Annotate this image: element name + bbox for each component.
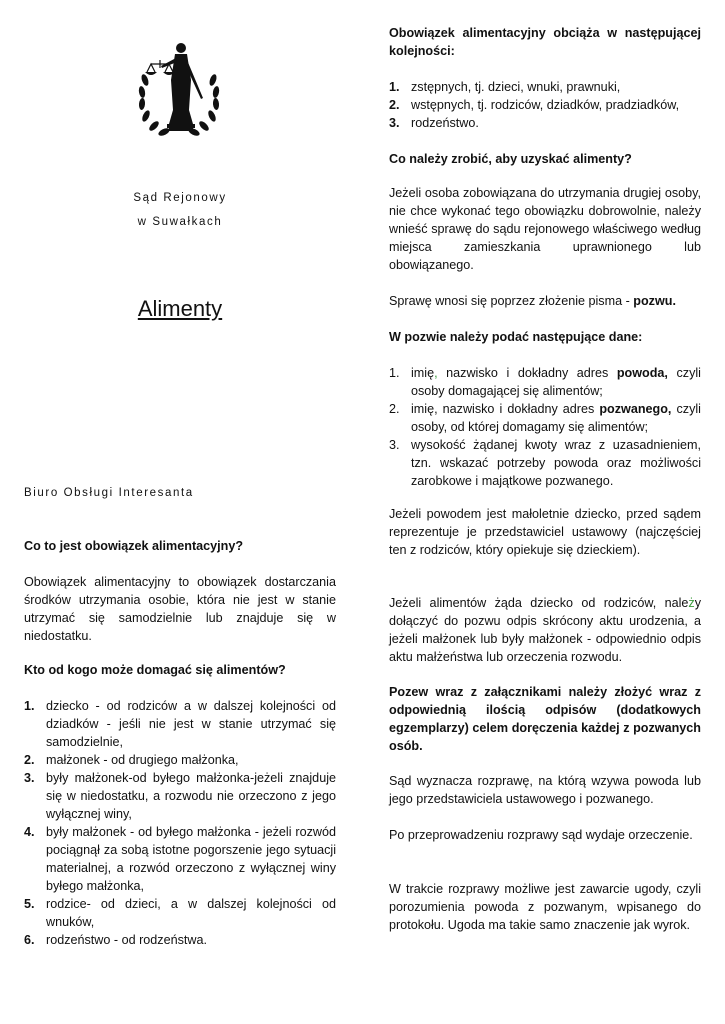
paragraph-settlement: W trakcie rozprawy możliwe jest zawarcie ugody, czyli porozumienia powoda z pozwanym, wpisanego do protokołu. Ugoda ma takie samo znaczenie jak wyrok. (389, 882, 701, 932)
list-item: 2. imię, nazwisko i dokładny adres pozwanego, czyli osoby, od której domagamy się alimentów; (389, 402, 701, 434)
paragraph-hearing: Sąd wyznacza rozprawę, na którą wzywa powoda lub jego przedstawiciela ustawowego i pozwanego. (389, 774, 701, 806)
answer-what-is: Obowiązek alimentacyjny to obowiązek dostarczania środków utrzymania osobie, która nie jest w stanie utrzymać się samodzielnie lub znajduje się w niedostatku. (24, 575, 336, 643)
list-item: 3. wysokość żądanej kwoty wraz z uzasadnieniem, tzn. wskazać potrzeby powoda oraz możliwości zarobkowe i majątkowe pozwanego. (389, 438, 701, 488)
justice-logo-icon (133, 40, 225, 140)
question-who: Kto od kogo może domagać się alimentów? (24, 663, 286, 677)
court-city: w Suwałkach (137, 216, 223, 228)
list-item: 1. dziecko - od rodziców a w dalszej kolejności od dziadków - jeśli nie jest w stanie utrzymać się samodzielnie, (24, 699, 336, 749)
list-item: 4. były małżonek - od byłego małżonka - jeżeli rozwód pociągnął za sobą istotne pogorszenie jego sytuacji materialnej, a rozwód orzeczono z wyłącznej winy byłego małżonka, (24, 825, 336, 893)
office-name: Biuro Obsługi Interesanta (24, 487, 194, 499)
paragraph-minor: Jeżeli powodem jest małoletnie dziecko, przed sądem reprezentuje je przedstawiciel ustawowy (najczęściej ten z rodziców, który opiekuje się dzieckiem). (389, 507, 701, 557)
list-item: 2. wstępnych, tj. rodziców, dziadków, pradziadków, (389, 98, 680, 112)
paragraph-copies: Pozew wraz z załącznikami należy złożyć wraz z odpowiednią ilością odpisów (dodatkowych egzemplarzy) celem doręczenia każdej z pozwanych osób. (389, 685, 701, 753)
list-item: 3. rodzeństwo. (389, 116, 479, 130)
list-item: 5. rodzice- od dzieci, a w dalszej kolejności od wnuków, (24, 897, 336, 929)
paragraph-documents: Jeżeli alimentów żąda dziecko od rodziców, należy dołączyć do pozwu odpis skrócony aktu urodzenia, a jeżeli małżonek lub były małżonek - odpowiednio odpis aktu małżeństwa lub orzeczenia rozwodu. (389, 596, 701, 664)
court-name: Sąd Rejonowy (133, 192, 227, 204)
paragraph-obligation: Jeżeli osoba zobowiązana do utrzymania drugiej osoby, nie chce wykonać tego obowiązku dobrowolnie, należy wnieść sprawę do sądu rejonowego właściwego według miejsca zamieszkania uprawnionego lub obowiązanego. (389, 186, 701, 272)
page-title: Alimenty (137, 296, 223, 321)
list-item: 3. były małżonek-od byłego małżonka-jeżeli znajduje się w niedostatku, a rozwodu nie orzeczono z jego wyłącznej winy, (24, 771, 336, 821)
paragraph-judgment: Po przeprowadzeniu rozprawy sąd wydaje orzeczenie. (389, 828, 693, 842)
question-what-is: Co to jest obowiązek alimentacyjny? (24, 539, 244, 553)
paragraph-lawsuit: Sprawę wnosi się poprzez złożenie pisma - pozwu. (389, 294, 676, 308)
list-item: 2. małżonek - od drugiego małżonka, (24, 753, 239, 767)
list-item: 1. imię, nazwisko i dokładny adres powoda, czyli osoby domagającej się alimentów; (389, 366, 701, 398)
who-list (24, 697, 336, 949)
data-list (389, 364, 701, 490)
list-item: 1. zstępnych, tj. dzieci, wnuki, prawnuki, (389, 80, 621, 94)
question-how: Co należy zrobić, aby uzyskać alimenty? (389, 152, 632, 166)
order-heading: Obowiązek alimentacyjny obciąża w następującej kolejności: (389, 26, 701, 58)
order-list (389, 78, 701, 132)
list-item: 6. rodzeństwo - od rodzeństwa. (24, 933, 208, 947)
question-data: W pozwie należy podać następujące dane: (389, 330, 643, 344)
